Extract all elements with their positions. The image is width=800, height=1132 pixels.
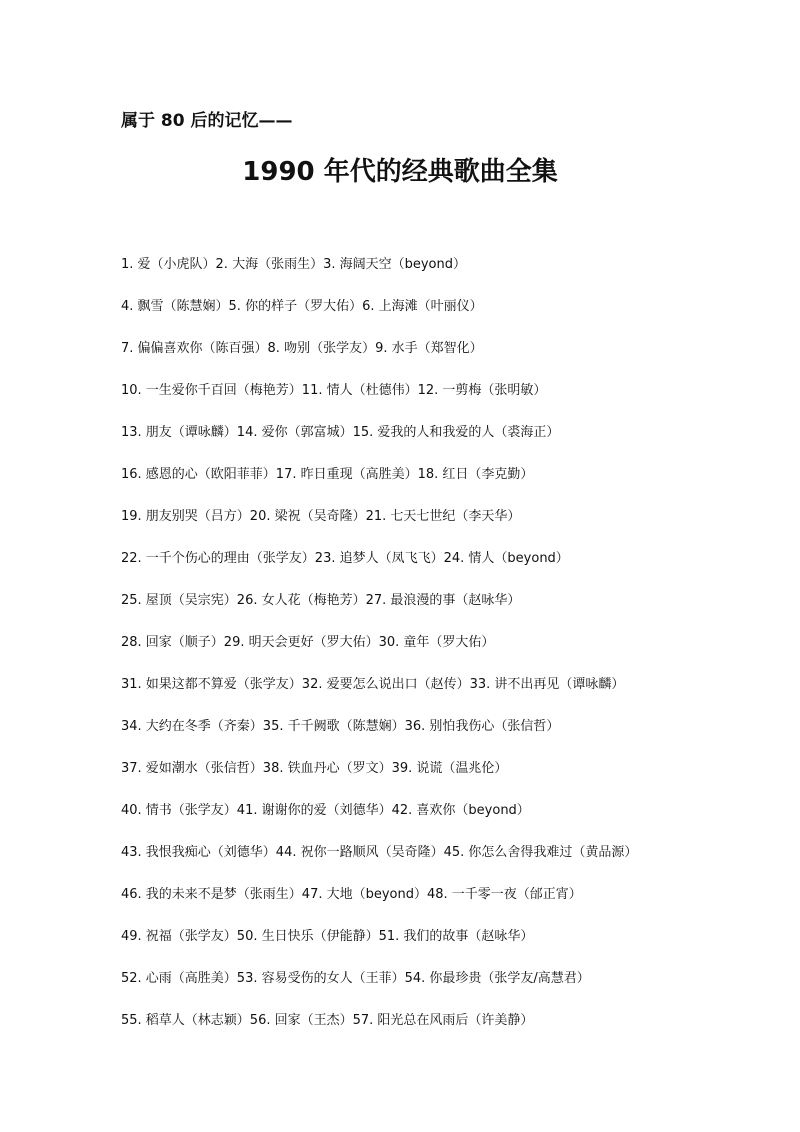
song-list-line: 43. 我恨我痴心（刘德华）44. 祝你一路顺风（吴奇隆）45. 你怎么舍得我难过（黄品源） [121, 845, 638, 860]
song-list-line: 31. 如果这都不算爱（张学友）32. 爱要怎么说出口（赵传）33. 讲不出再见（谭咏麟） [121, 677, 625, 692]
song-list-line: 40. 情书（张学友）41. 谢谢你的爱（刘德华）42. 喜欢你（beyond） [121, 803, 530, 818]
song-list-line: 25. 屋顶（吴宗宪）26. 女人花（梅艳芳）27. 最浪漫的事（赵咏华） [121, 593, 521, 608]
song-list-line: 1. 爱（小虎队）2. 大海（张雨生）3. 海阔天空（beyond） [121, 257, 466, 272]
song-list-line: 13. 朋友（谭咏麟）14. 爱你（郭富城）15. 爱我的人和我爱的人（裘海正） [121, 425, 560, 440]
document-subtitle: 属于 80 后的记忆—— [121, 111, 293, 131]
song-list-line: 34. 大约在冬季（齐秦）35. 千千阙歌（陈慧娴）36. 别怕我伤心（张信哲） [121, 719, 560, 734]
song-list-line: 4. 飘雪（陈慧娴）5. 你的样子（罗大佑）6. 上海滩（叶丽仪） [121, 299, 483, 314]
song-list-line: 10. 一生爱你千百回（梅艳芳）11. 情人（杜德伟）12. 一剪梅（张明敏） [121, 383, 547, 398]
song-list-line: 16. 感恩的心（欧阳菲菲）17. 昨日重现（高胜美）18. 红日（李克勤） [121, 467, 534, 482]
song-list-line: 46. 我的未来不是梦（张雨生）47. 大地（beyond）48. 一千零一夜（邰正宵） [121, 887, 582, 902]
song-list-line: 49. 祝福（张学友）50. 生日快乐（伊能静）51. 我们的故事（赵咏华） [121, 929, 534, 944]
song-list-line: 7. 偏偏喜欢你（陈百强）8. 吻别（张学友）9. 水手（郑智化） [121, 341, 483, 356]
song-list-line: 19. 朋友别哭（吕方）20. 梁祝（吴奇隆）21. 七天七世纪（李天华） [121, 509, 521, 524]
song-list-line: 37. 爱如潮水（张信哲）38. 铁血丹心（罗文）39. 说谎（温兆伦） [121, 761, 508, 776]
song-list-line: 52. 心雨（高胜美）53. 容易受伤的女人（王菲）54. 你最珍贵（张学友/高慧君） [121, 971, 590, 986]
document-title: 1990 年代的经典歌曲全集 [242, 157, 558, 187]
song-list-line: 55. 稻草人（林志颖）56. 回家（王杰）57. 阳光总在风雨后（许美静） [121, 1013, 534, 1028]
song-list [121, 255, 681, 1053]
song-list-line: 28. 回家（顺子）29. 明天会更好（罗大佑）30. 童年（罗大佑） [121, 635, 495, 650]
song-list-line: 22. 一千个伤心的理由（张学友）23. 追梦人（凤飞飞）24. 情人（beyond） [121, 551, 569, 566]
